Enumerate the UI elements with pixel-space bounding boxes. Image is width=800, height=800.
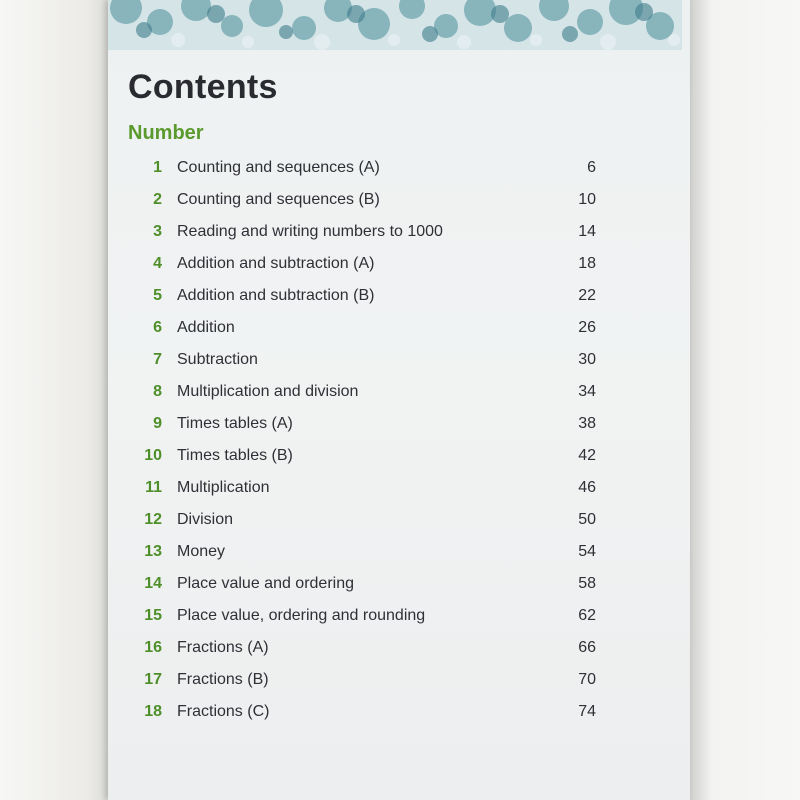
entry-page: 54	[578, 543, 596, 560]
entry-title: Place value and ordering	[177, 575, 355, 592]
toc-entry	[108, 634, 690, 662]
entry-title: Subtraction	[177, 351, 258, 368]
entry-page: 46	[578, 479, 596, 496]
toc-entry	[108, 666, 690, 694]
entry-number: 16	[144, 639, 162, 656]
entry-page: 50	[578, 511, 596, 528]
entry-number: 12	[144, 511, 162, 528]
entry-title: Place value, ordering and rounding	[177, 607, 426, 624]
entry-title: Addition	[177, 319, 235, 336]
entry-number: 17	[144, 671, 162, 688]
entry-page: 18	[578, 255, 596, 272]
toc-entry	[108, 346, 690, 374]
entry-title: Fractions (C)	[177, 703, 270, 720]
entry-page: 70	[578, 671, 596, 688]
entry-title: Reading and writing numbers to 1000	[177, 223, 443, 240]
entry-number: 8	[153, 383, 162, 400]
toc-entry	[108, 282, 690, 310]
entry-title: Fractions (B)	[177, 671, 269, 688]
entry-number: 18	[144, 703, 162, 720]
entry-title: Times tables (B)	[177, 447, 293, 464]
entry-page: 10	[578, 191, 596, 208]
toc-entry	[108, 602, 690, 630]
entry-number: 4	[153, 255, 162, 272]
entry-page: 74	[578, 703, 596, 720]
entry-page: 14	[578, 223, 596, 240]
entry-page: 30	[578, 351, 596, 368]
entry-page: 66	[578, 639, 596, 656]
entry-title: Money	[177, 543, 226, 560]
entry-number: 5	[153, 287, 162, 304]
entry-page: 26	[578, 319, 596, 336]
decorative-bubble-banner	[108, 0, 682, 50]
entry-title: Addition and subtraction (A)	[177, 255, 375, 272]
toc-entry	[108, 378, 690, 406]
entry-title: Multiplication	[177, 479, 270, 496]
toc-entry	[108, 154, 690, 182]
toc-entry	[108, 186, 690, 214]
entry-page: 22	[578, 287, 596, 304]
toc-entry	[108, 314, 690, 342]
entry-page: 6	[587, 159, 596, 176]
entry-title: Counting and sequences (A)	[177, 159, 380, 176]
contents-page	[108, 0, 690, 800]
entry-number: 11	[145, 479, 162, 496]
entry-number: 13	[144, 543, 162, 560]
entry-title: Fractions (A)	[177, 639, 269, 656]
entry-page: 62	[578, 607, 596, 624]
entry-number: 9	[153, 415, 162, 432]
contents-heading: Contents	[128, 68, 278, 106]
section-heading-number: Number	[128, 122, 204, 144]
toc-entry	[108, 410, 690, 438]
entry-title: Division	[177, 511, 234, 528]
entry-page: 42	[578, 447, 596, 464]
toc-entry	[108, 570, 690, 598]
entry-title: Addition and subtraction (B)	[177, 287, 375, 304]
entry-title: Times tables (A)	[177, 415, 293, 432]
right-background	[690, 0, 800, 800]
entry-number: 15	[144, 607, 162, 624]
entry-number: 6	[153, 319, 162, 336]
entry-page: 38	[578, 415, 596, 432]
toc-entry	[108, 506, 690, 534]
entry-number: 3	[153, 223, 162, 240]
toc-entry	[108, 218, 690, 246]
entry-page: 34	[578, 383, 596, 400]
entry-number: 1	[153, 159, 162, 176]
entry-number: 10	[144, 447, 162, 464]
toc-entry	[108, 474, 690, 502]
toc-entry	[108, 442, 690, 470]
entry-number: 14	[144, 575, 162, 592]
toc-entry	[108, 250, 690, 278]
entry-page: 58	[578, 575, 596, 592]
toc-entry	[108, 698, 690, 726]
entry-number: 2	[153, 191, 162, 208]
entry-title: Counting and sequences (B)	[177, 191, 380, 208]
entry-title: Multiplication and division	[177, 383, 359, 400]
toc-entry	[108, 538, 690, 566]
entry-number: 7	[153, 351, 162, 368]
left-background	[0, 0, 108, 800]
